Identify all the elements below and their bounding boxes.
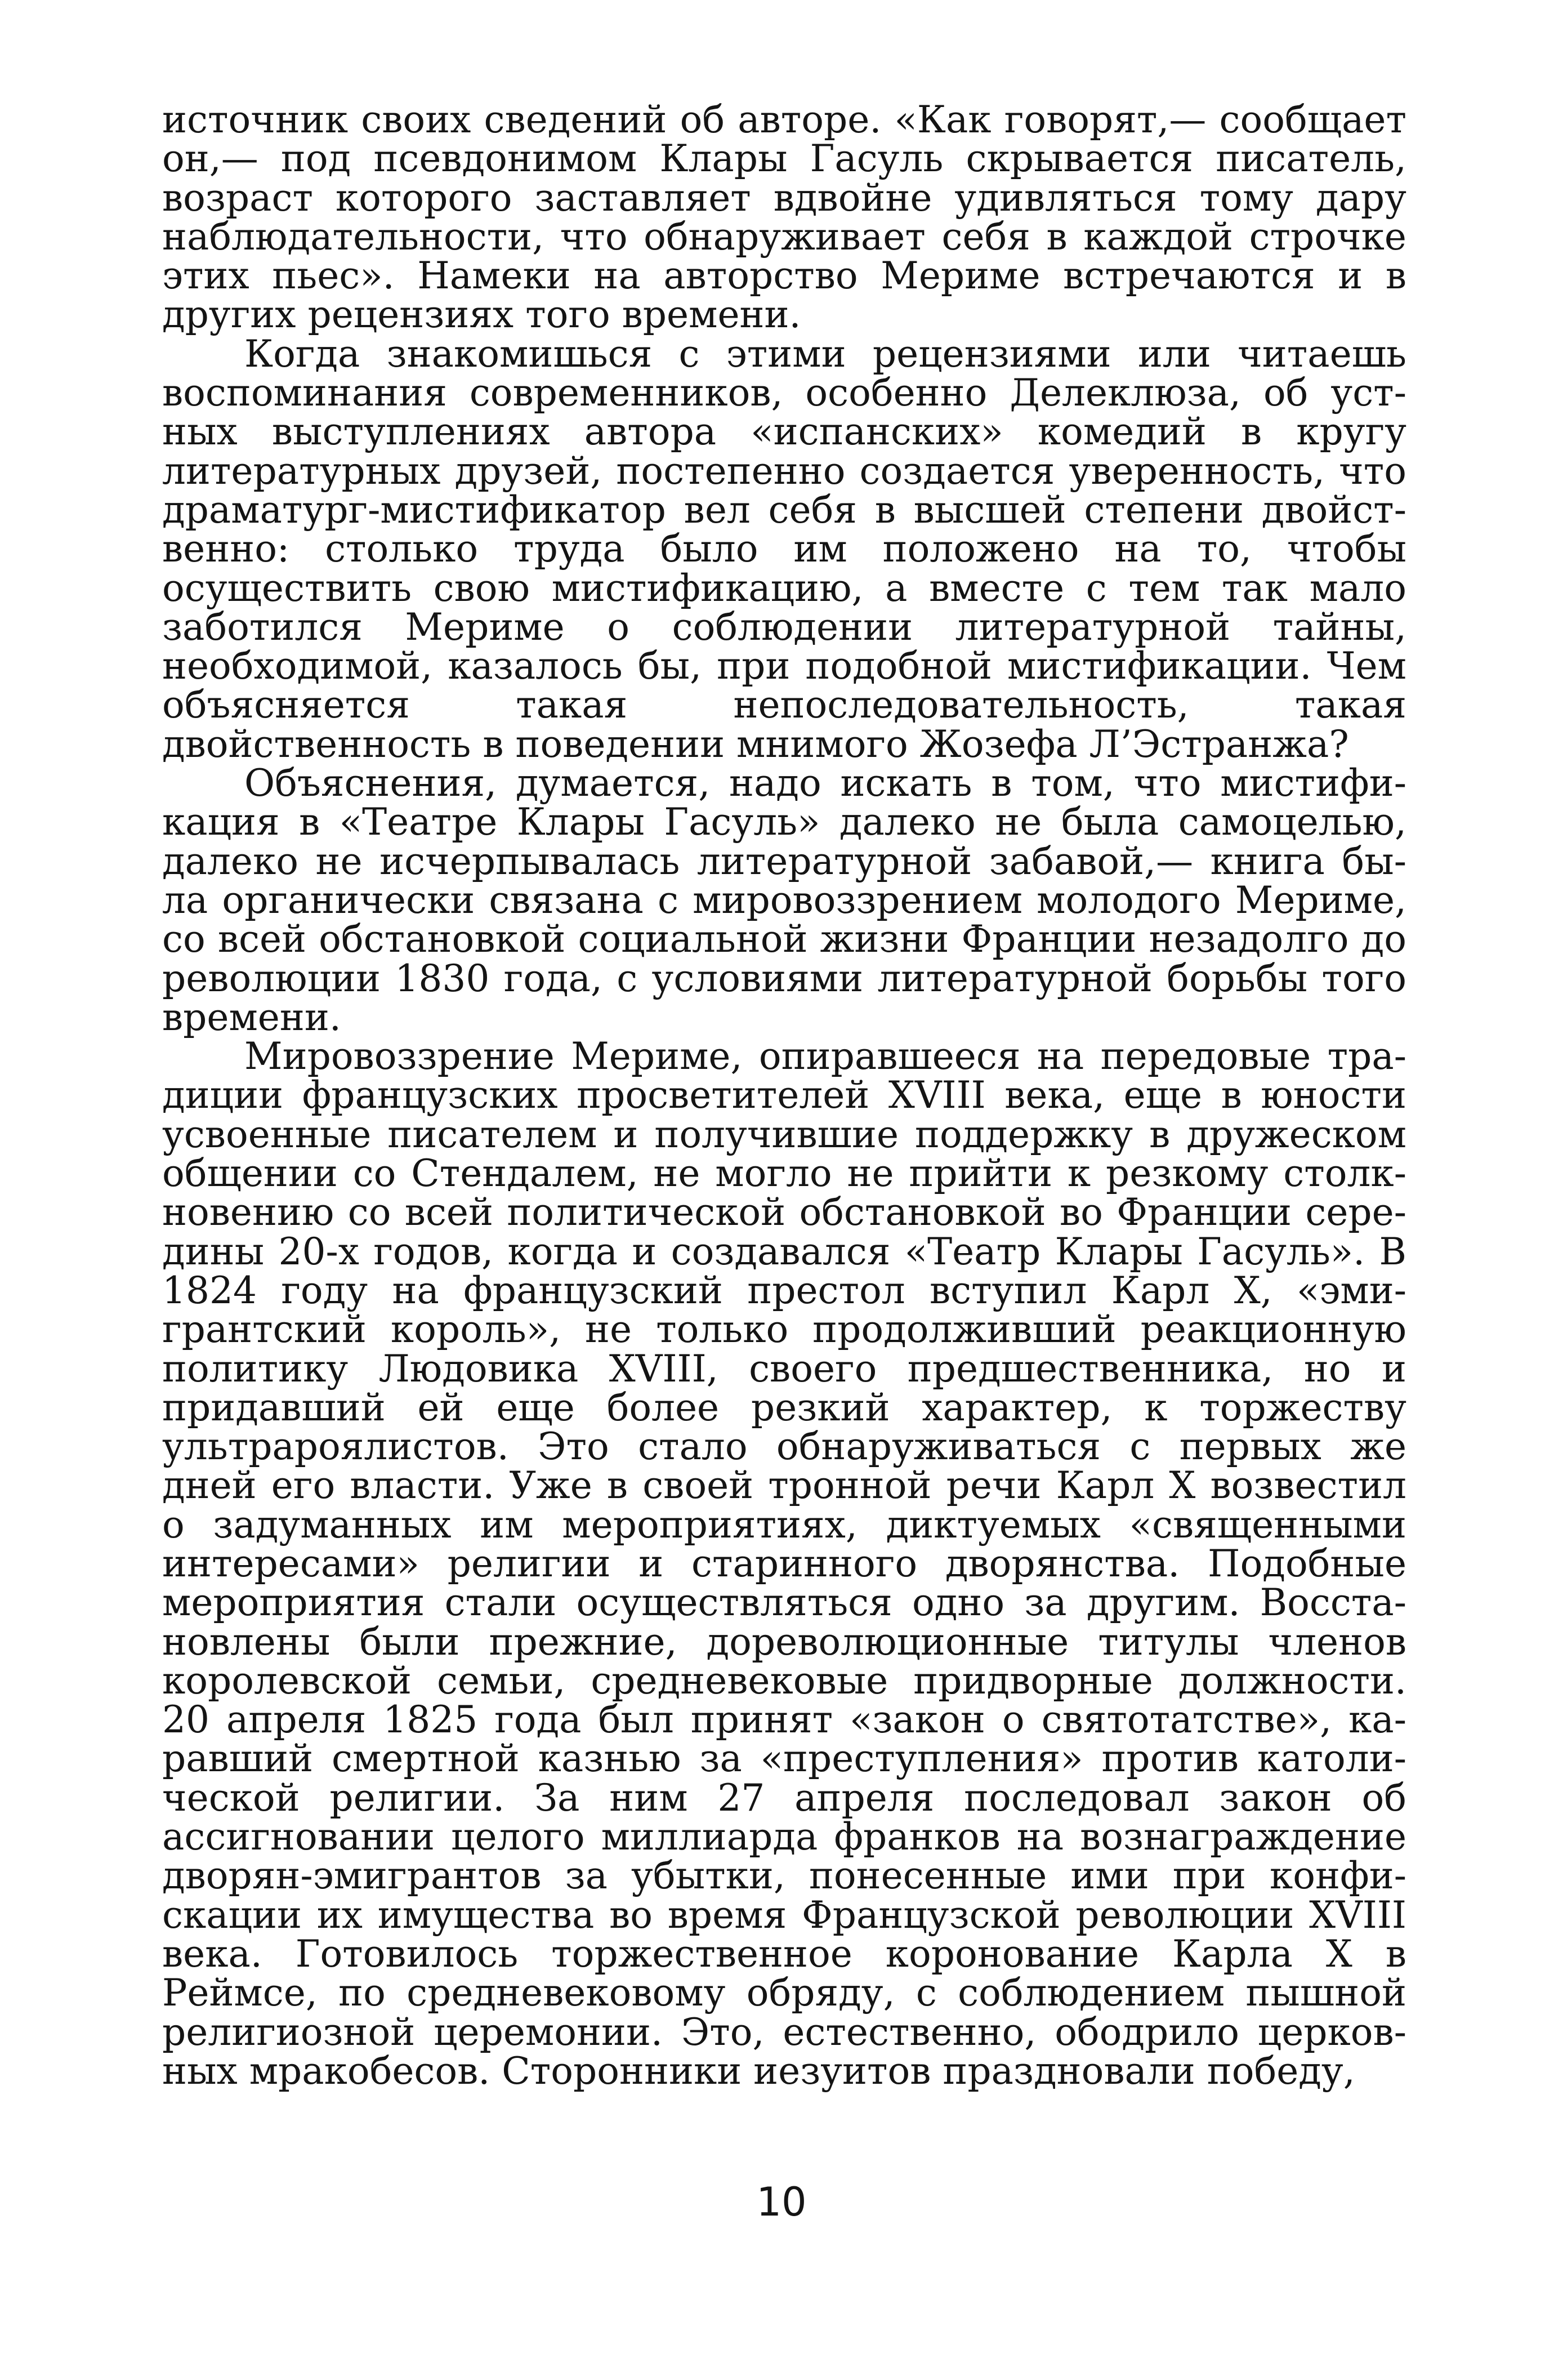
paragraph: Когда знакомишься с этими рецензиями или читаешь воспоминания современников, особенно Делеклюза, об устных выступлениях автора «испанских» комедий в кругу литературных друзей, постепенно создается уверенность, что драматург-мистификатор вел себя в высшей степени двойственно: столько труда было им положено на то, чтобы осуществить свою мистификацию, а вместе с тем так мало заботился Мериме о соблюдении литературной тайны, необходимой, казалось бы, при подобной мистификации. Чем объясняется такая непоследовательность, такая двойственность в поведении мнимого Жозефа Л’Эстранжа? (162, 332, 1406, 766)
paragraph-continued: источник своих сведений об авторе. «Как говорят,— сообщает он,— под псевдонимом Клары Гасуль скрывается писатель, возраст которого заставляет вдвойне удивляться тому дару наблюдательности, что обнаруживает себя в каждой строчке этих пьес». Намеки на авторство Мериме встречаются и в других рецензиях того времени. (162, 98, 1406, 337)
paragraph: Объяснения, думается, надо искать в том, что мистификация в «Театре Клары Гасуль» далеко не была самоцелью, далеко не исчерпывалась литературной забавой,— книга была органически связана с мировоззрением молодого Мериме, со всей обстановкой социальной жизни Франции незадолго до революции 1830 года, с условиями литературной борьбы того времени. (162, 761, 1406, 1039)
paragraph: Мировоззрение Мериме, опиравшееся на передовые традиции французских просветителей XVIII века, еще в юности усвоенные писателем и получившие поддержку в дружеском общении со Стендалем, не могло не прийти к резкому столкновению со всей политической обстановкой во Франции середины 20-х годов, когда и создавался «Театр Клары Гасуль». В 1824 году на французский престол вступил Карл X, «эмигрантский король», не только продолживший реакционную политику Людовика XVIII, своего предшественника, но и придавший ей еще более резкий характер, к торжеству ультрароялистов. Это стало обнаруживаться с первых же дней его власти. Уже в своей тронной речи Карл X возвестил о задуманных им мероприятиях, диктуемых «священными интересами» религии и старинного дворянства. Подобные мероприятия стали осуществляться одно за другим. Восстановлены были прежние, дореволюционные титулы членов королевской семьи, средневековые придворные должности. 20 апреля 1825 года был принят «закон о святотатстве», каравший смертной казнью за «преступления» против католической религии. За ним 27 апреля последовал закон об ассигновании целого миллиарда франков на вознаграждение дворян-эмигрантов за убытки, понесенные ими при конфискации их имущества во время Французской революции XVIII века. Готовилось торжественное коронование Карла X в Реймсе, по средневековому обряду, с соблюдением пышной религиозной церемонии. Это, естественно, ободрило церковных мракобесов. Сторонники иезуитов праздновали победу, (162, 1035, 1406, 2093)
page-number: 10 (756, 2179, 807, 2225)
body-text (162, 100, 1406, 2091)
